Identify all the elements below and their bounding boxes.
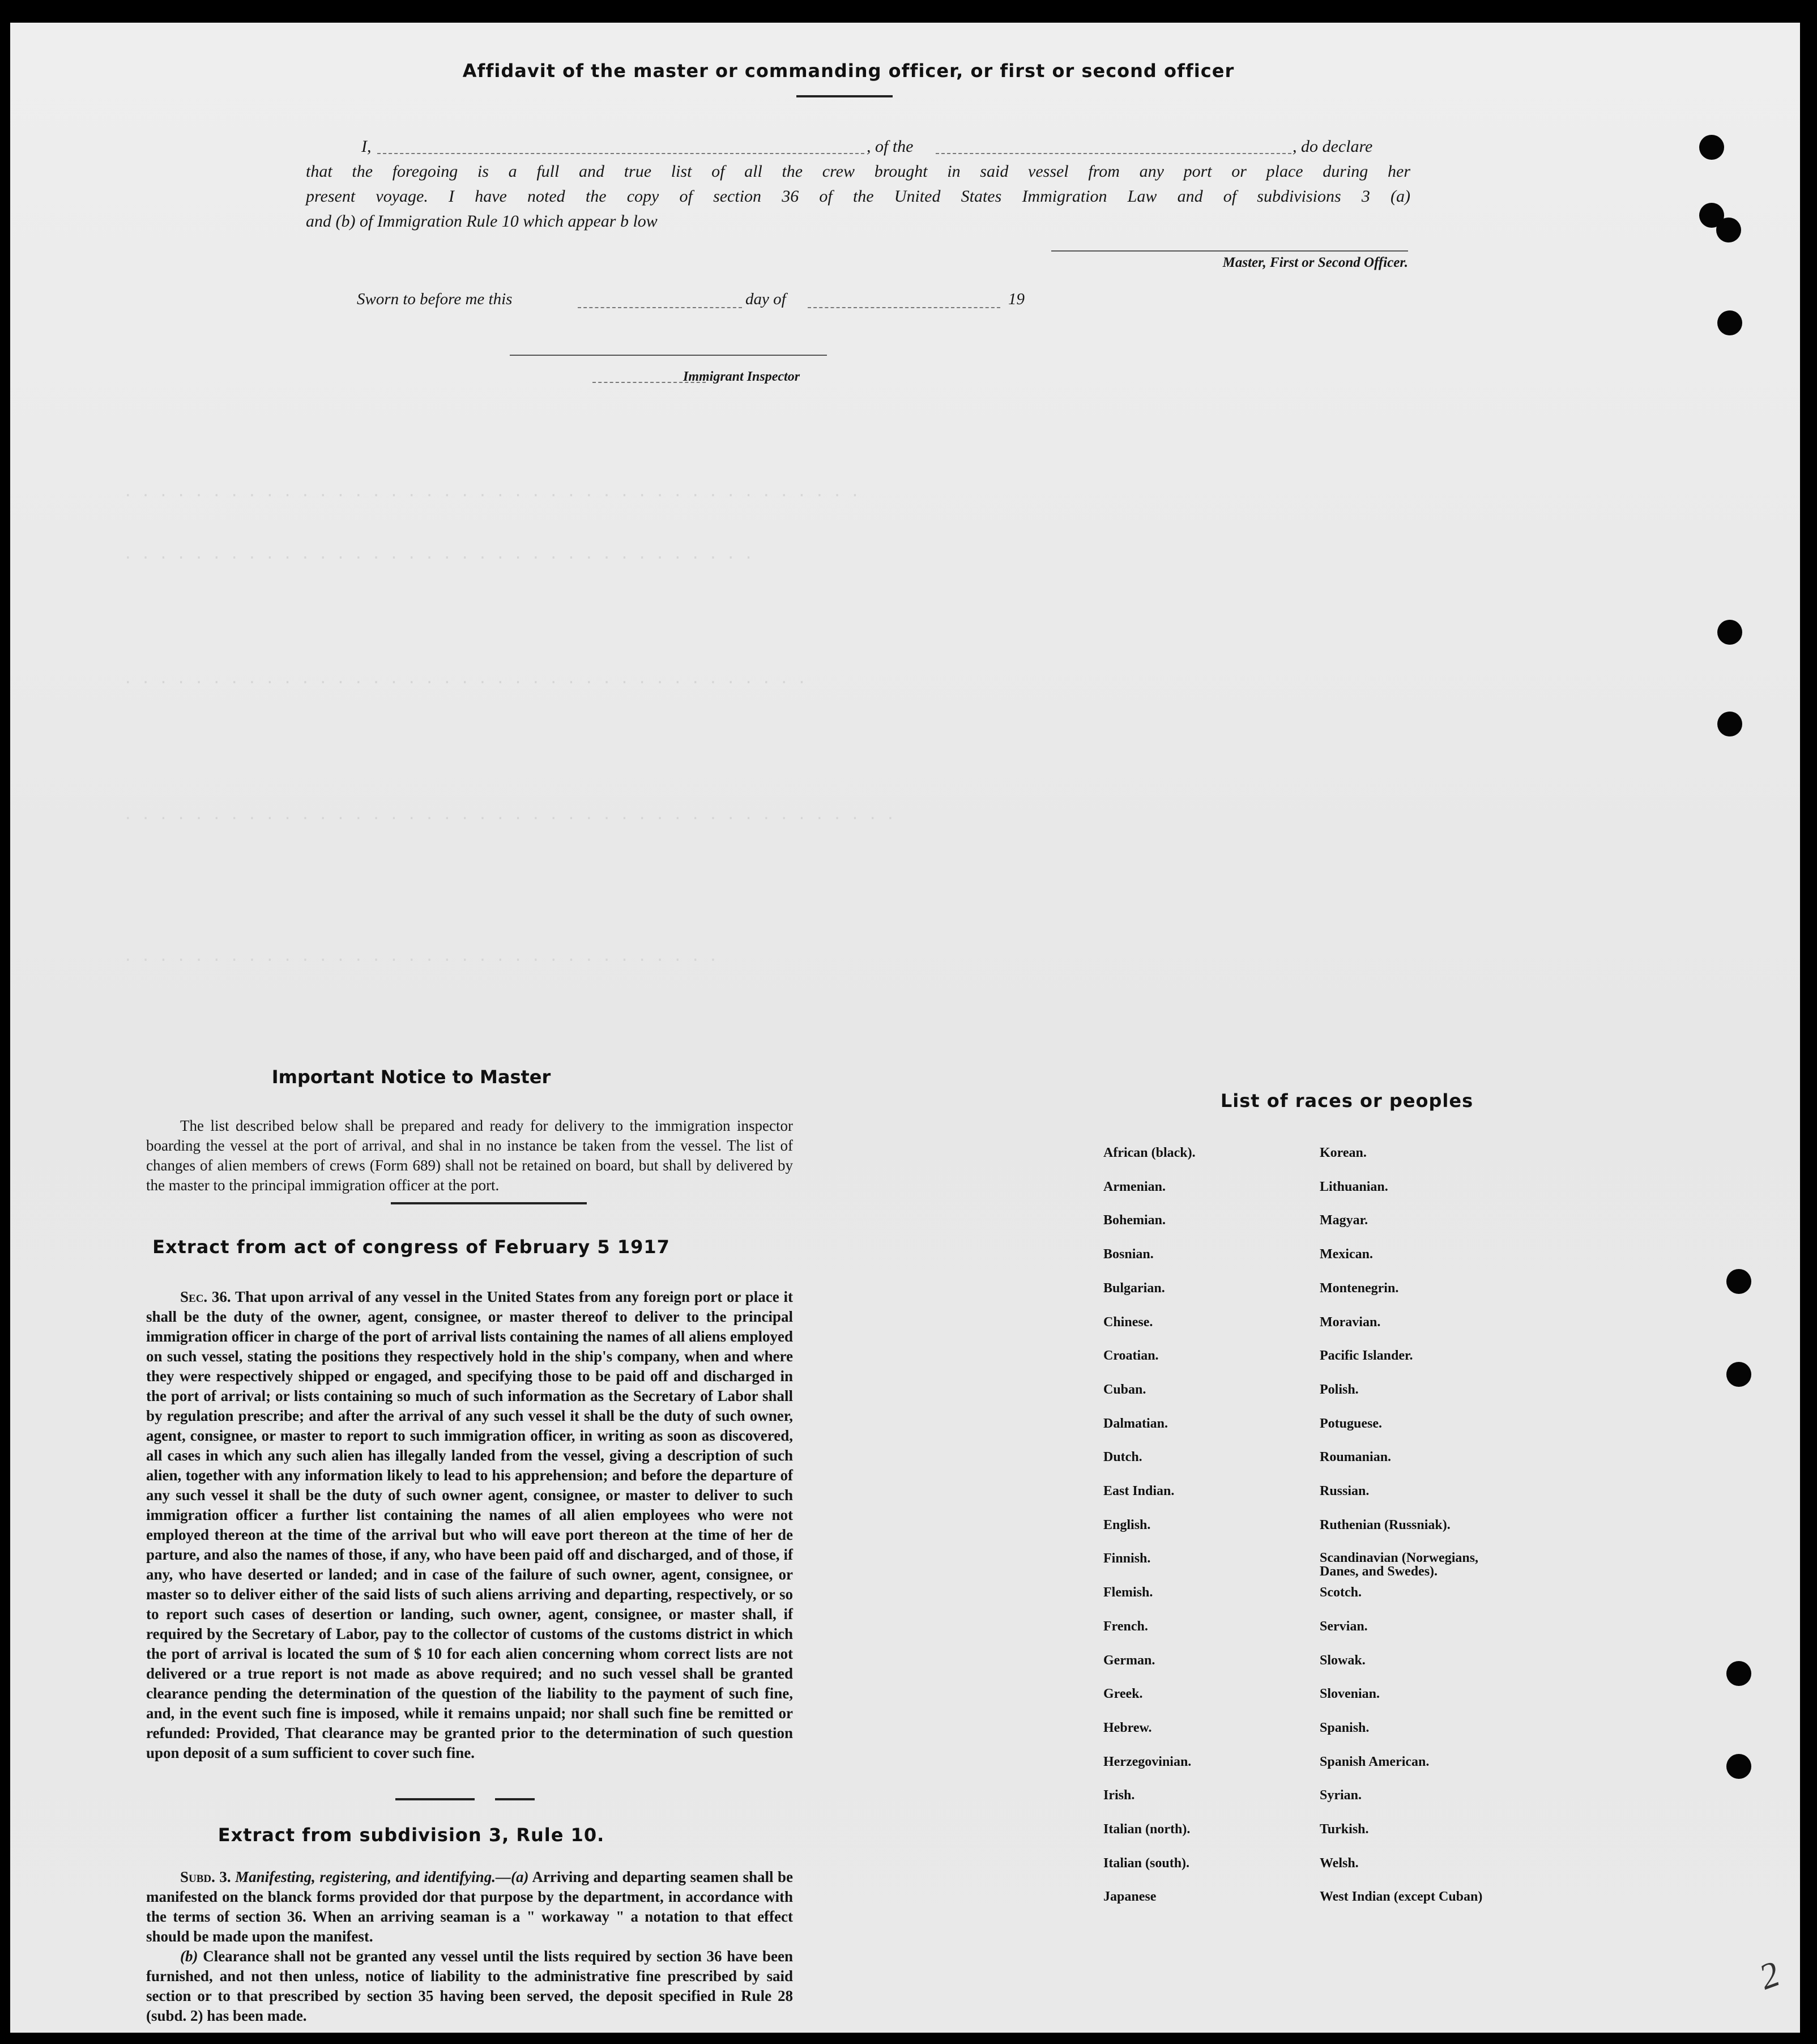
race-item: Scotch. bbox=[1320, 1585, 1362, 1600]
signature-label: Master, First or Second Officer. bbox=[1222, 255, 1408, 270]
race-item: Irish. bbox=[1103, 1788, 1135, 1803]
race-item: Servian. bbox=[1320, 1619, 1368, 1634]
title-underline bbox=[796, 95, 893, 97]
race-item: Herzegovinian. bbox=[1103, 1754, 1192, 1769]
affidavit-title: Affidavit of the master or commanding officer, or first or second officer bbox=[462, 60, 1235, 82]
race-item: Korean. bbox=[1320, 1146, 1367, 1160]
affidavit-of-the: , of the bbox=[867, 137, 914, 156]
punch-hole bbox=[1717, 310, 1742, 335]
notice-text: The list described below shall be prepared and ready for delivery to the immigration inspector boarding the vessel at the port of arrival, and shal in no instance be taken from the vessel. The list of changes of alien members of crews (Form 689) shall not be retained on board, but shall by delivered by the master to the principal immigration officer at the port. bbox=[146, 1117, 793, 1194]
race-item: Polish. bbox=[1320, 1382, 1359, 1397]
race-item: Slovenian. bbox=[1320, 1687, 1380, 1702]
day-of-label: day of bbox=[745, 290, 786, 308]
punch-hole bbox=[1699, 135, 1724, 160]
race-item: Armenian. bbox=[1103, 1179, 1166, 1194]
race-item: Syrian. bbox=[1320, 1788, 1362, 1803]
name-blank[interactable] bbox=[377, 153, 864, 154]
races-title: List of races or peoples bbox=[1220, 1090, 1474, 1112]
affidavit-line-2: that the foregoing is a full and true list of all the crew brought in said vessel from any port or place during her bbox=[306, 162, 1410, 181]
race-item: German. bbox=[1103, 1653, 1155, 1668]
section-36-text bbox=[146, 1287, 793, 1763]
race-item: Bulgarian. bbox=[1103, 1280, 1165, 1296]
race-item: Dalmatian. bbox=[1103, 1416, 1168, 1431]
bleed-through-text: · · · · · · · · · · · · · · · · · · · · · · · · · · · · · · · · · · bbox=[123, 952, 718, 969]
race-item: Spanish. bbox=[1320, 1720, 1370, 1735]
vessel-blank[interactable] bbox=[936, 153, 1291, 154]
race-item: Scandinavian (Norwegians, Danes, and Swedes). bbox=[1320, 1551, 1479, 1579]
race-item: Russian. bbox=[1320, 1484, 1370, 1498]
race-item: Welsh. bbox=[1320, 1855, 1359, 1871]
notice-title: Important Notice to Master bbox=[271, 1066, 551, 1088]
punch-hole bbox=[1726, 1269, 1751, 1294]
race-item: Spanish American. bbox=[1320, 1754, 1430, 1769]
race-item: Japanese bbox=[1103, 1889, 1157, 1905]
sworn-day-blank[interactable] bbox=[578, 307, 742, 308]
affidavit-i: I, bbox=[361, 137, 372, 156]
subdivision-a-text bbox=[146, 1867, 793, 1947]
year-label: 19 bbox=[1008, 290, 1025, 308]
race-item: Greek. bbox=[1103, 1687, 1143, 1702]
race-item: Hebrew. bbox=[1103, 1720, 1152, 1735]
subd-label: Subd. 3. bbox=[180, 1868, 231, 1885]
act-extract-title: Extract from act of congress of February 5 1917 bbox=[152, 1236, 670, 1258]
bleed-through-text: · · · · · · · · · · · · · · · · · · · · · · · · · · · · · · · · · · · · · · · · · · bbox=[123, 487, 860, 504]
b-text: Clearance shall not be granted any vessel until the lists required by section 36 have been furnished, and not then unless, notice of liability to the administrative fine prescribed by said section or to that prescribed by section 35 having been served, the deposit specified in Rule 28 (subd. 2) has been made. bbox=[146, 1948, 793, 2024]
race-item: East Indian. bbox=[1103, 1484, 1175, 1498]
rule-extract-title: Extract from subdivision 3, Rule 10. bbox=[217, 1824, 605, 1846]
race-item: Dutch. bbox=[1103, 1450, 1142, 1465]
bleed-through-text: · · · · · · · · · · · · · · · · · · · · · · · · · · · · · · · · · · · · · · · · · · · · bbox=[123, 810, 895, 827]
margin-mark: 2 bbox=[1754, 1953, 1785, 1998]
punch-hole bbox=[1726, 1754, 1751, 1779]
a-text: Arriving and departing seamen shall be manifested on the blanck forms provided dor that purpose by the department, in accordance with the terms of section 36. When an arriving seaman is a " workaway " a notation to that effect should be made upon the manifest. bbox=[146, 1868, 793, 1945]
race-item: African (black). bbox=[1103, 1146, 1196, 1160]
inspector-label: Immigrant Inspector bbox=[683, 369, 800, 384]
race-item: French. bbox=[1103, 1619, 1148, 1634]
punch-hole bbox=[1726, 1661, 1751, 1686]
sworn-label: Sworn to before me this bbox=[357, 290, 513, 308]
race-item: West Indian (except Cuban) bbox=[1320, 1889, 1483, 1905]
race-item: Potuguese. bbox=[1320, 1416, 1382, 1431]
race-item: Flemish. bbox=[1103, 1585, 1153, 1600]
race-item: Croatian. bbox=[1103, 1348, 1159, 1364]
document-page bbox=[10, 23, 1800, 2033]
subd-heading: Manifesting, registering, and identifying.— bbox=[235, 1868, 511, 1885]
punch-hole bbox=[1717, 620, 1742, 645]
punch-hole bbox=[1726, 1362, 1751, 1387]
subdivision-b-text bbox=[146, 1947, 793, 2026]
race-item: Lithuanian. bbox=[1320, 1179, 1388, 1194]
affidavit-line-4: and (b) of Immigration Rule 10 which appear b low bbox=[306, 212, 658, 231]
race-item: Moravian. bbox=[1320, 1314, 1381, 1330]
punch-hole bbox=[1716, 218, 1741, 242]
race-item: Mexican. bbox=[1320, 1247, 1373, 1262]
race-item: English. bbox=[1103, 1517, 1151, 1532]
race-item: Finnish. bbox=[1103, 1551, 1151, 1566]
bleed-through-text: · · · · · · · · · · · · · · · · · · · · · · · · · · · · · · · · · · · · · · · bbox=[123, 674, 807, 691]
race-item: Montenegrin. bbox=[1320, 1280, 1399, 1296]
race-item: Cuban. bbox=[1103, 1382, 1146, 1397]
affidavit-declare: , do declare bbox=[1293, 137, 1373, 156]
race-item: Italian (north). bbox=[1103, 1822, 1191, 1837]
race-item: Ruthenian (Russniak). bbox=[1320, 1517, 1451, 1532]
race-item: Slowak. bbox=[1320, 1653, 1366, 1668]
punch-hole bbox=[1717, 712, 1742, 736]
race-item: Bosnian. bbox=[1103, 1247, 1154, 1262]
a-label: (a) bbox=[510, 1868, 529, 1885]
inspector-signature-line[interactable] bbox=[510, 355, 827, 356]
race-item: Italian (south). bbox=[1103, 1855, 1190, 1871]
divider bbox=[395, 1798, 475, 1800]
signature-line[interactable] bbox=[1051, 250, 1408, 252]
affidavit-line-3: present voyage. I have noted the copy of section 36 of the United States Immigration Law and of subdivisions 3 (a) bbox=[306, 187, 1410, 206]
race-item: Roumanian. bbox=[1320, 1450, 1392, 1465]
bleed-through-text: · · · · · · · · · · · · · · · · · · · · · · · · · · · · · · · · · · · · bbox=[123, 550, 753, 567]
section-label: Sec. 36. bbox=[180, 1288, 231, 1305]
section-body: That upon arrival of any vessel in the United States from any foreign port or place it shall be the duty of the owner, agent, consignee, or master thereof to deliver to the principal immigration officer in charge of the port of arrival lists containing the names of all aliens employed on such vessel, stating the positions they respectively hold in the ship's company, when and where they were respectively shipped or engaged, and specifying those to be paid off and discharged in the port of arrival; or lists containing so much of such information as the Secretary of Labor shall by regulation prescribe; and after the arrival of any such vessel it shall be the duty of such owner, agent, consignee, or master to report to such immigration officer, in writing as soon as discovered, all cases in which any such alien has illegally landed from the vessel, giving a description of such alien, together with any information likely to lead to his apprehension; and before the departure of any such vessel it shall be the duty of such owner agent, consignee, or master to deliver to such immigration officer a further list containing the names of all alien employees who were not employed thereon at the time of the arrival but who will eave port thereon at the time of her de parture, and also the names of those, if any, who have been paid off and discharged, and of those, if any, who have deserted or landed; and in case of the failure of such owner, agent, consignee, or master so to deliver either of the said lists of such aliens arriving and departing, respectively, or so to report such cases of desertion or landing, such owner, agent, consignee, or master shall, if required by the Secretary of Labor, pay to the collector of customs of the customs district in which the port of arrival is located the sum of $ 10 for each alien concerning whom correct lists are not delivered or a true report is not made as above required; and no such vessel shall be granted clearance pending the determination of the question of the liability to the payment of such fine, and, in the event such fine is imposed, while it remains unpaid; nor shall such fine be remitted or refunded: Provided, That clearance may be granted prior to the determination of such question upon deposit of a sum sufficient to cover such fine. bbox=[146, 1288, 794, 1761]
b-label: (b) bbox=[180, 1948, 198, 1965]
race-item: Turkish. bbox=[1320, 1822, 1369, 1837]
race-item: Magyar. bbox=[1320, 1213, 1368, 1228]
race-item: Pacific Islander. bbox=[1320, 1348, 1413, 1364]
race-item: Bohemian. bbox=[1103, 1213, 1166, 1228]
sworn-month-blank[interactable] bbox=[808, 307, 1000, 308]
race-item: Chinese. bbox=[1103, 1314, 1153, 1330]
divider bbox=[391, 1202, 587, 1204]
divider bbox=[495, 1798, 535, 1800]
